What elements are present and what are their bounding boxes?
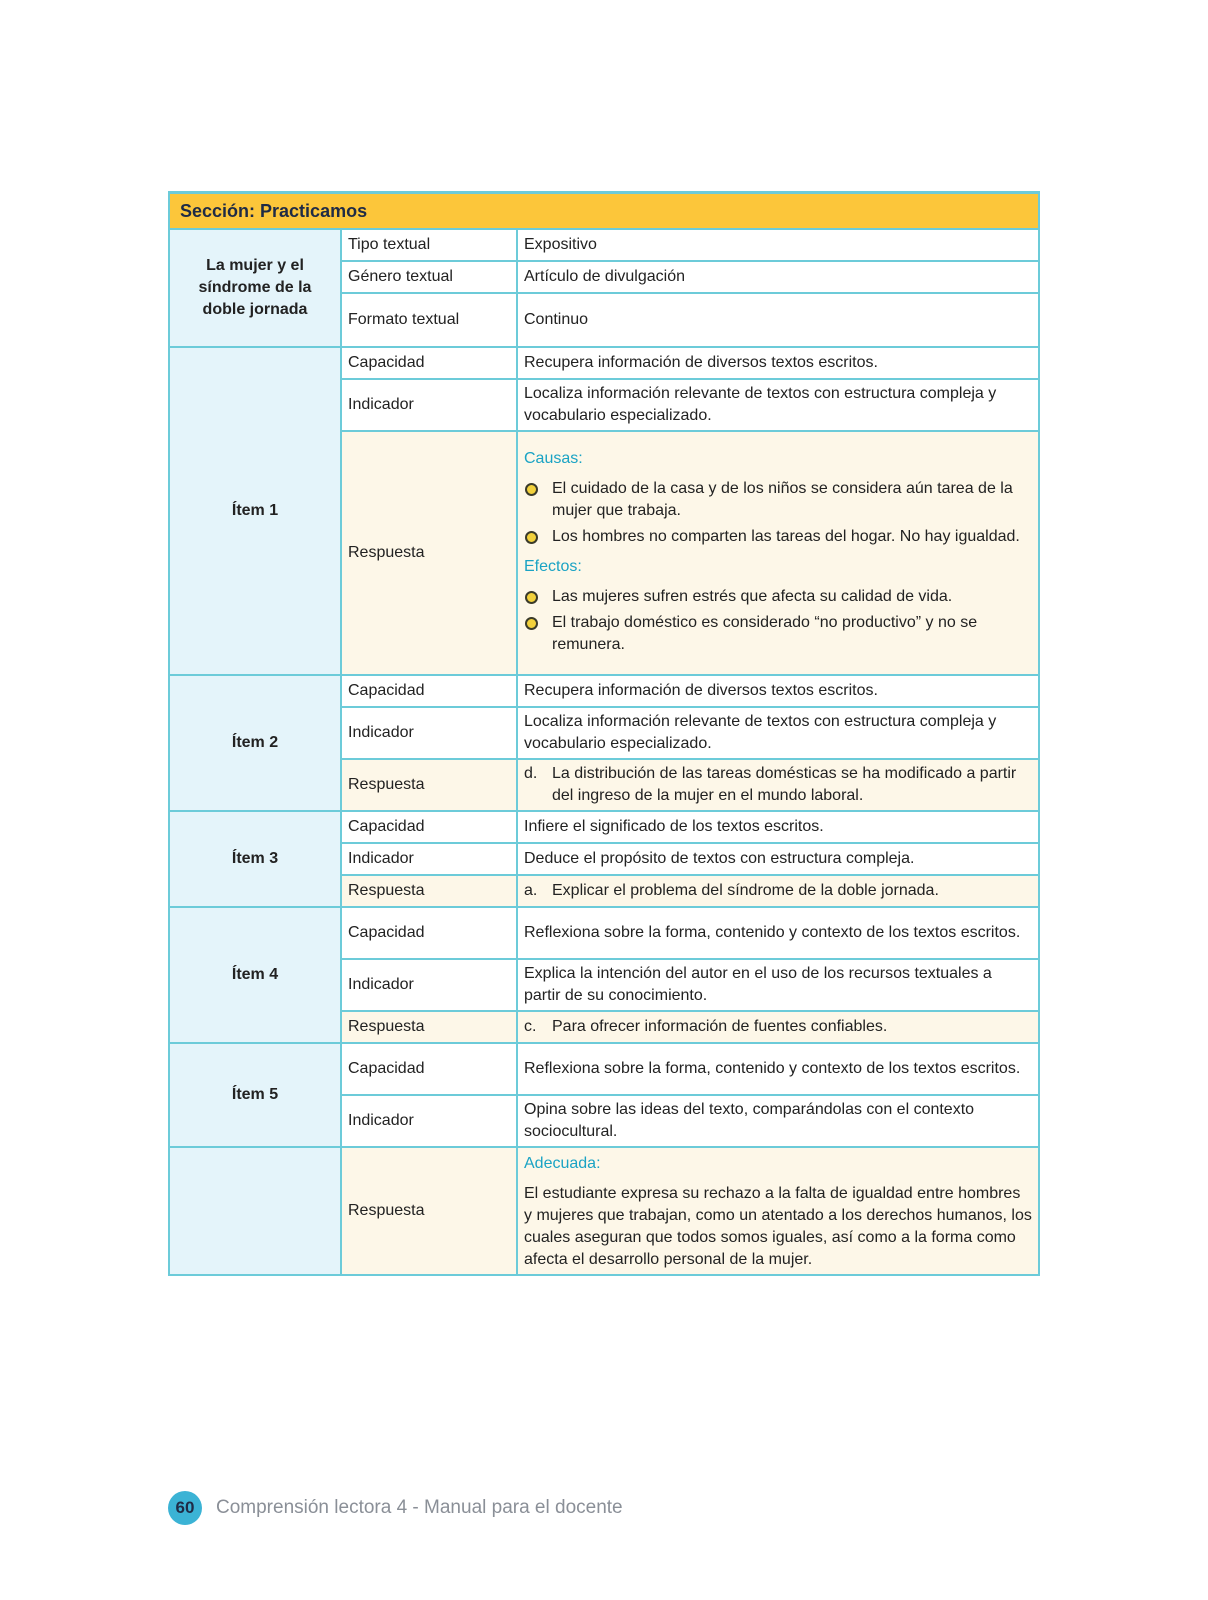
text-format-value: Continuo (517, 293, 1039, 347)
list-item: El trabajo doméstico es considerado “no productivo” y no se remunera. (524, 612, 1032, 656)
option-text: Explicar el problema del síndrome de la doble jornada. (552, 882, 939, 899)
text-format-label: Formato textual (341, 293, 517, 347)
page-footer (168, 1491, 623, 1525)
item-1-respuesta (517, 431, 1039, 675)
bullet-icon (525, 617, 538, 630)
item-1-title: Ítem 1 (169, 347, 341, 675)
adecuada-heading: Adecuada: (524, 1155, 601, 1172)
item-4-capacidad: Reflexiona sobre la forma, contenido y contexto de los textos escritos. (517, 907, 1039, 959)
causas-heading: Causas: (524, 450, 583, 467)
item-2-capacidad: Recupera información de diversos textos escritos. (517, 675, 1039, 707)
item-2-title: Ítem 2 (169, 675, 341, 811)
indicador-label: Indicador (341, 379, 517, 431)
item-2-indicador: Localiza información relevante de textos con estructura compleja y vocabulario especializado. (517, 707, 1039, 759)
item-4-title: Ítem 4 (169, 907, 341, 1043)
bullet-icon (525, 591, 538, 604)
page-number: 60 (168, 1491, 202, 1525)
item-4-indicador: Explica la intención del autor en el uso de los recursos textuales a partir de su conocimiento. (517, 959, 1039, 1011)
item-3-indicador: Deduce el propósito de textos con estructura compleja. (517, 843, 1039, 875)
causas-list (524, 478, 1032, 548)
section-header: Sección: Practicamos (169, 193, 1039, 230)
indicador-label: Indicador (341, 1095, 517, 1147)
respuesta-label: Respuesta (341, 1011, 517, 1043)
text-type-value: Expositivo (517, 229, 1039, 261)
option-text: Para ofrecer información de fuentes confiables. (552, 1018, 888, 1035)
item-2-respuesta (517, 759, 1039, 811)
option-letter: d. (524, 765, 538, 782)
indicador-label: Indicador (341, 843, 517, 875)
text-type-label: Tipo textual (341, 229, 517, 261)
respuesta-label: Respuesta (341, 875, 517, 907)
item-3-title: Ítem 3 (169, 811, 341, 907)
efectos-heading: Efectos: (524, 558, 582, 575)
text-genre-value: Artículo de divulgación (517, 261, 1039, 293)
indicador-label: Indicador (341, 959, 517, 1011)
empty-cell (169, 1147, 341, 1275)
option-text: La distribución de las tareas domésticas se ha modificado a partir del ingreso de la mujer en el mundo laboral. (552, 765, 1017, 804)
respuesta-label: Respuesta (341, 759, 517, 811)
capacidad-label: Capacidad (341, 347, 517, 379)
option-letter: a. (524, 882, 538, 899)
bullet-icon (525, 531, 538, 544)
item-4-respuesta (517, 1011, 1039, 1043)
capacidad-label: Capacidad (341, 907, 517, 959)
list-item: El cuidado de la casa y de los niños se considera aún tarea de la mujer que trabaja. (524, 478, 1032, 522)
text-genre-label: Género textual (341, 261, 517, 293)
capacidad-label: Capacidad (341, 1043, 517, 1095)
item-1-capacidad: Recupera información de diversos textos escritos. (517, 347, 1039, 379)
item-3-capacidad: Infiere el significado de los textos escritos. (517, 811, 1039, 843)
adecuada-text: El estudiante expresa su rechazo a la falta de igualdad entre hombres y mujeres que trabajan, como un atentado a los derechos humanos, los cuales aseguran que todos somos iguales, así como a la forma como afecta el desarrollo personal de la mujer. (524, 1185, 1032, 1268)
bullet-icon (525, 483, 538, 496)
list-item: Los hombres no comparten las tareas del hogar. No hay igualdad. (524, 526, 1032, 548)
list-item: Las mujeres sufren estrés que afecta su calidad de vida. (524, 586, 1032, 608)
item-5-respuesta (517, 1147, 1039, 1275)
item-3-respuesta (517, 875, 1039, 907)
item-1-indicador: Localiza información relevante de textos con estructura compleja y vocabulario especializado. (517, 379, 1039, 431)
indicador-label: Indicador (341, 707, 517, 759)
respuesta-label: Respuesta (341, 431, 517, 675)
capacidad-label: Capacidad (341, 811, 517, 843)
answer-key-table (168, 191, 1040, 1276)
item-5-title: Ítem 5 (169, 1043, 341, 1147)
footer-text: Comprensión lectora 4 - Manual para el docente (216, 1497, 623, 1518)
text-title: La mujer y el síndrome de la doble jornada (169, 229, 341, 347)
capacidad-label: Capacidad (341, 675, 517, 707)
item-5-capacidad: Reflexiona sobre la forma, contenido y contexto de los textos escritos. (517, 1043, 1039, 1095)
item-5-indicador: Opina sobre las ideas del texto, comparándolas con el contexto sociocultural. (517, 1095, 1039, 1147)
respuesta-label: Respuesta (341, 1147, 517, 1275)
efectos-list (524, 586, 1032, 656)
option-letter: c. (524, 1018, 537, 1035)
